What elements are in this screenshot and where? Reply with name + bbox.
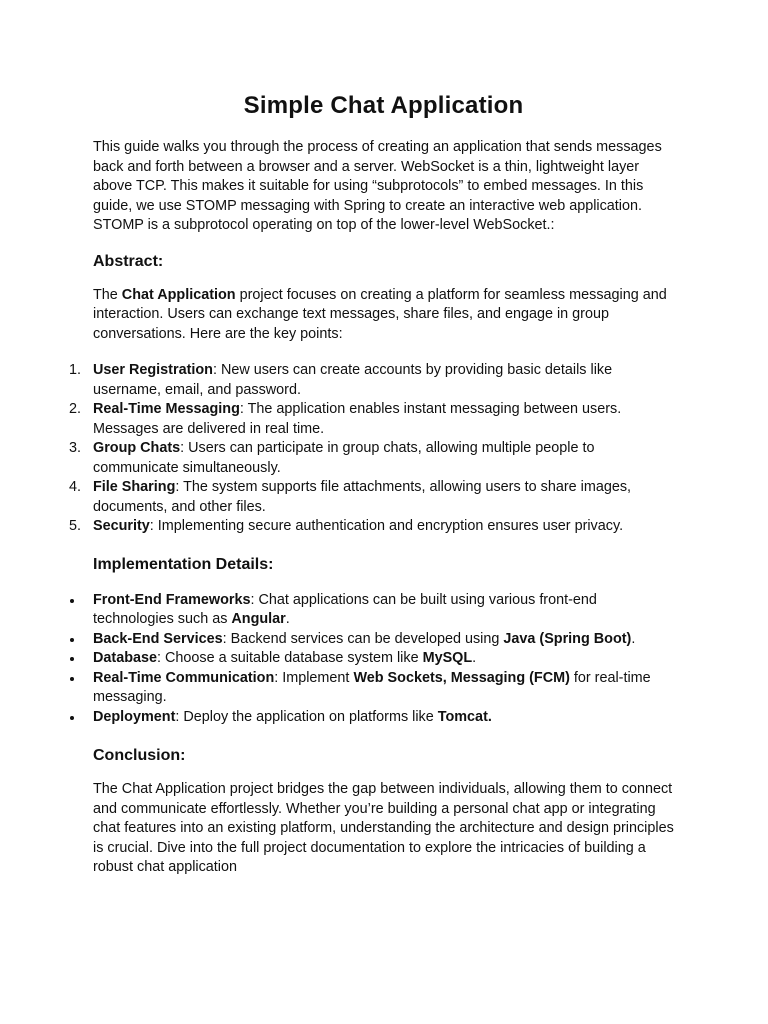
list-item [93,361,674,400]
list-item [93,649,674,669]
list-item-bold: Angular [231,611,286,627]
implementation-list [93,591,674,728]
abstract-bold-term: Chat Application [121,286,236,303]
intro-paragraph: This guide walks you through the process of creating an application that sends messages back and forth between a browser and a server. WebSocket is a thin, lightweight layer above TCP. This makes it suitable for using “subprotocols” to embed messages. In this guide, we use STOMP messaging with Spring to create an interactive web application. STOMP is a subprotocol operating on top of the lower-level WebSocket.: [93,139,662,233]
list-item-term: Back-End Services [93,630,223,647]
page-title: Simple Chat Application [243,92,524,119]
list-item-bold: MySQL [422,650,473,666]
list-item-term: Security [93,518,150,534]
list-item-term: User Registration [93,362,213,378]
list-item-text: : Users can participate in group chats, allowing multiple people to communicate simultaneously. [93,440,595,476]
list-item-text: : Implementing secure authentication and encryption ensures user privacy. [149,518,624,534]
list-item-term: Real-Time Communication [93,669,275,686]
list-item-text: : Chat applications can be built using various front-end technologies such as [93,591,597,627]
abstract-text-before: The [93,286,122,303]
list-item [93,439,674,478]
implementation-heading: Implementation Details: [93,555,274,573]
list-item-text-end: . [472,650,477,666]
conclusion-heading: Conclusion: [93,747,186,764]
list-item [93,669,674,708]
list-item-text: : The system supports file attachments, allowing users to share images, documents, and other files. [93,479,632,515]
list-item-text: : Backend services can be developed using [222,630,504,647]
list-item [93,478,674,517]
list-item-text-end: . [285,611,290,627]
list-item [93,517,674,537]
list-item-text: : Implement [274,669,354,686]
list-item-term: Database [93,650,157,666]
list-item-bold: Web Sockets, Messaging (FCM) [353,669,570,686]
list-item [93,630,674,650]
key-points-list [93,361,674,537]
list-item-text-end: . [631,630,636,647]
conclusion-paragraph: The Chat Application project bridges the gap between individuals, allowing them to connect and communicate effortlessly. Whether you’re building a personal chat app or integrating chat features into an existing platform, understanding the architecture and design principles is crucial. Dive into the full project documentation to explore the intricacies of building a robust chat application [93,781,674,875]
abstract-heading: Abstract: [93,252,164,270]
abstract-text-after: project focuses on creating a platform for seamless messaging and interaction. Users can exchange text messages, share files, and engage in group conversations. Here are the key points: [93,286,667,342]
list-item-text: : New users can create accounts by providing basic details like username, email, and password. [93,362,613,398]
list-item-term: Group Chats [93,440,181,456]
list-item [93,708,674,728]
list-item-term: Real-Time Messaging [93,401,240,417]
list-item-text: : Deploy the application on platforms like [175,708,438,725]
list-item-term: Deployment [93,708,176,725]
list-item-term: File Sharing [93,479,176,495]
list-item [93,591,674,630]
list-item-bold: Java (Spring Boot) [503,630,632,647]
list-item-text: : The application enables instant messaging between users. Messages are delivered in real time. [93,401,622,437]
list-item [93,400,674,439]
list-item-text: : Choose a suitable database system like [157,650,423,666]
list-item-bold: Tomcat. [437,708,492,725]
list-item-text-end: for real-time messaging. [93,669,651,705]
list-item-term: Front-End Frameworks [93,591,251,608]
abstract-paragraph [93,286,674,345]
